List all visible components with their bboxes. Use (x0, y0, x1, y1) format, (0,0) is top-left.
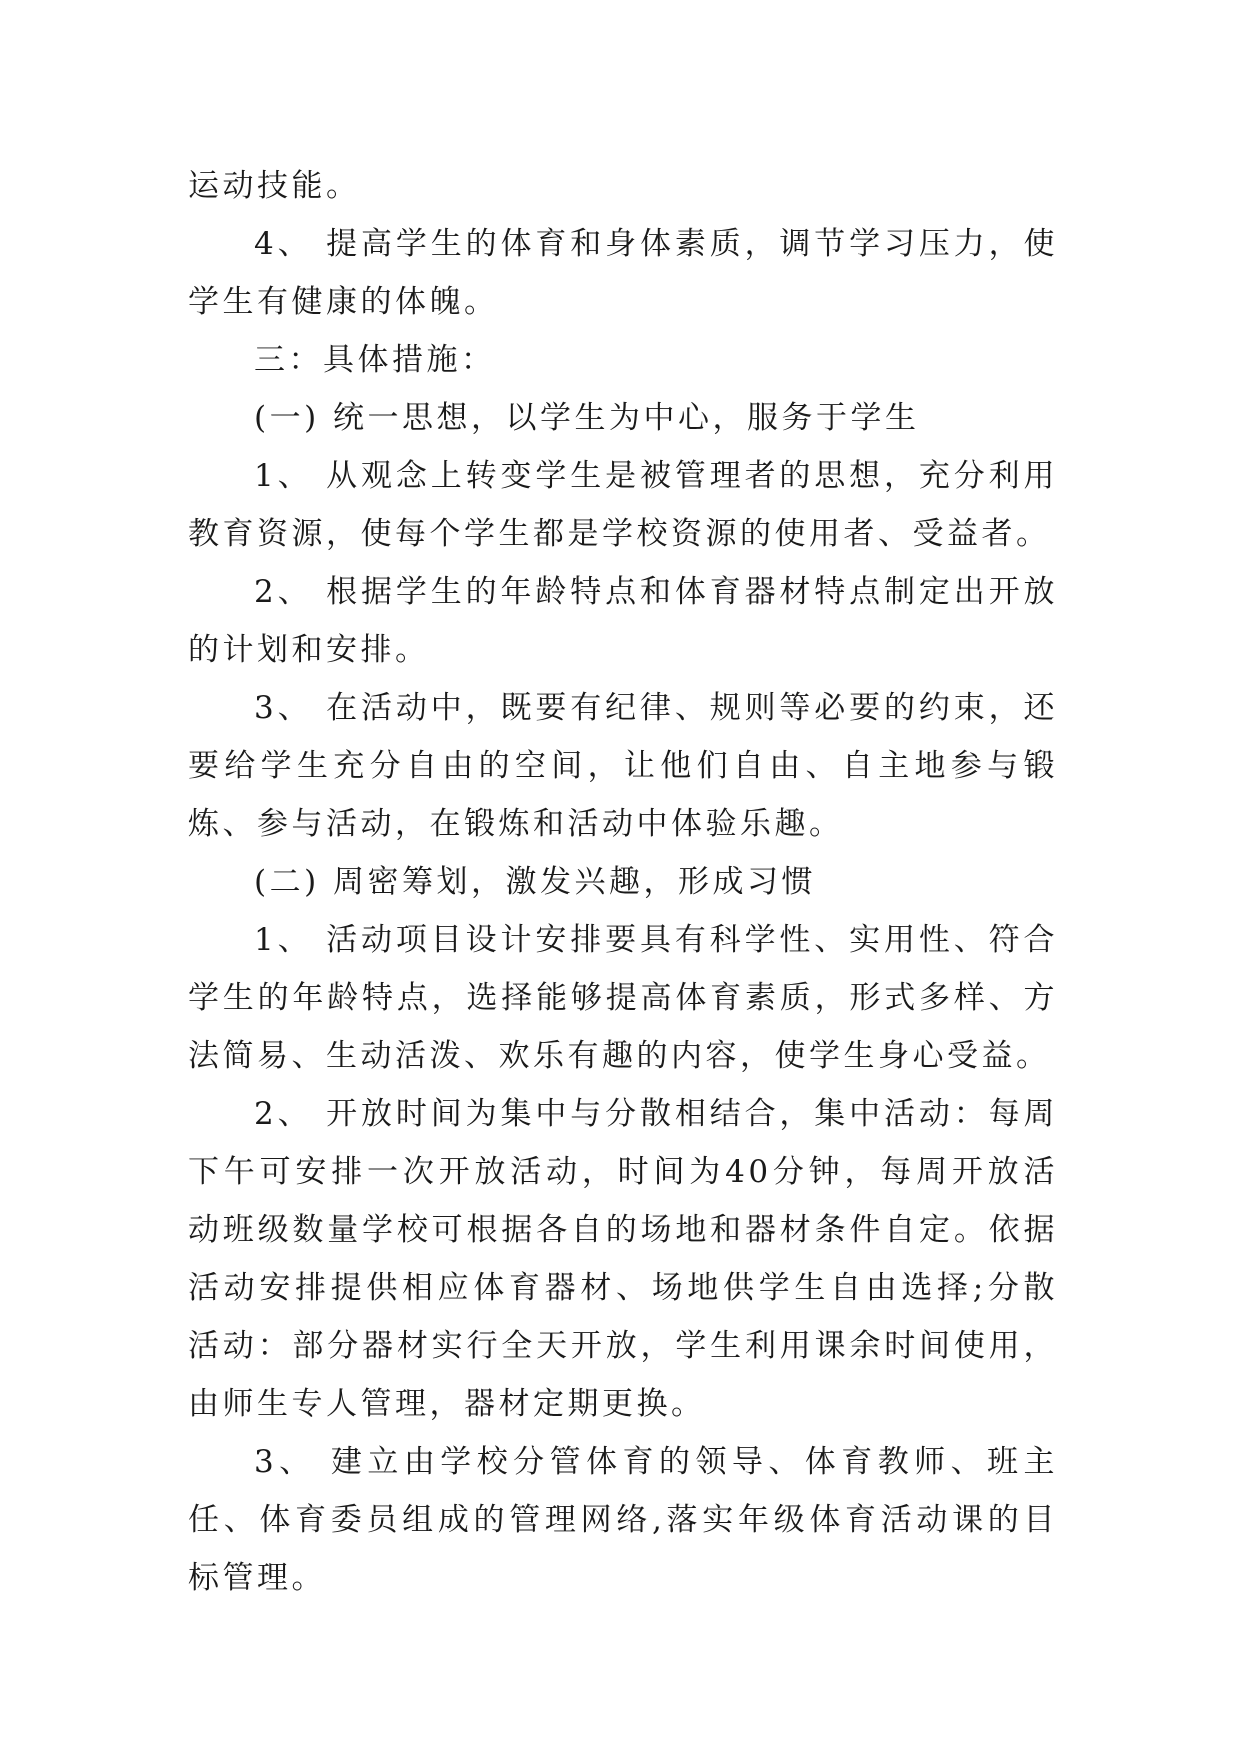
document-body (188, 157, 1058, 1607)
paragraph: 2、 开放时间为集中与分散相结合，集中活动：每周下午可安排一次开放活动，时间为40分钟，每周开放活动班级数量学校可根据各自的场地和器材条件自定。依据活动安排提供相应体育器材、场地供学生自由选择;分散活动：部分器材实行全天开放，学生利用课余时间使用，由师生专人管理，器材定期更换。 (188, 1096, 1058, 1422)
paragraph: 3、 建立由学校分管体育的领导、体育教师、班主任、体育委员组成的管理网络,落实年级体育活动课的目标管理。 (188, 1444, 1058, 1596)
subsection-heading: (一) 统一思想，以学生为中心，服务于学生 (254, 400, 920, 436)
section-heading: 三：具体措施： (254, 342, 496, 378)
paragraph: 2、 根据学生的年龄特点和体育器材特点制定出开放的计划和安排。 (188, 574, 1058, 668)
paragraph: 3、 在活动中，既要有纪律、规则等必要的约束，还要给学生充分自由的空间，让他们自由、自主地参与锻炼、参与活动，在锻炼和活动中体验乐趣。 (188, 690, 1058, 842)
paragraph: 1、 从观念上转变学生是被管理者的思想，充分利用教育资源，使每个学生都是学校资源的使用者、受益者。 (188, 458, 1058, 552)
paragraph: 运动技能。 (188, 168, 361, 204)
paragraph: 4、 提高学生的体育和身体素质，调节学习压力，使学生有健康的体魄。 (188, 226, 1058, 320)
subsection-heading: (二) 周密筹划，激发兴趣，形成习惯 (254, 864, 817, 900)
paragraph: 1、 活动项目设计安排要具有科学性、实用性、符合学生的年龄特点，选择能够提高体育素质，形式多样、方法简易、生动活泼、欢乐有趣的内容，使学生身心受益。 (188, 922, 1058, 1074)
